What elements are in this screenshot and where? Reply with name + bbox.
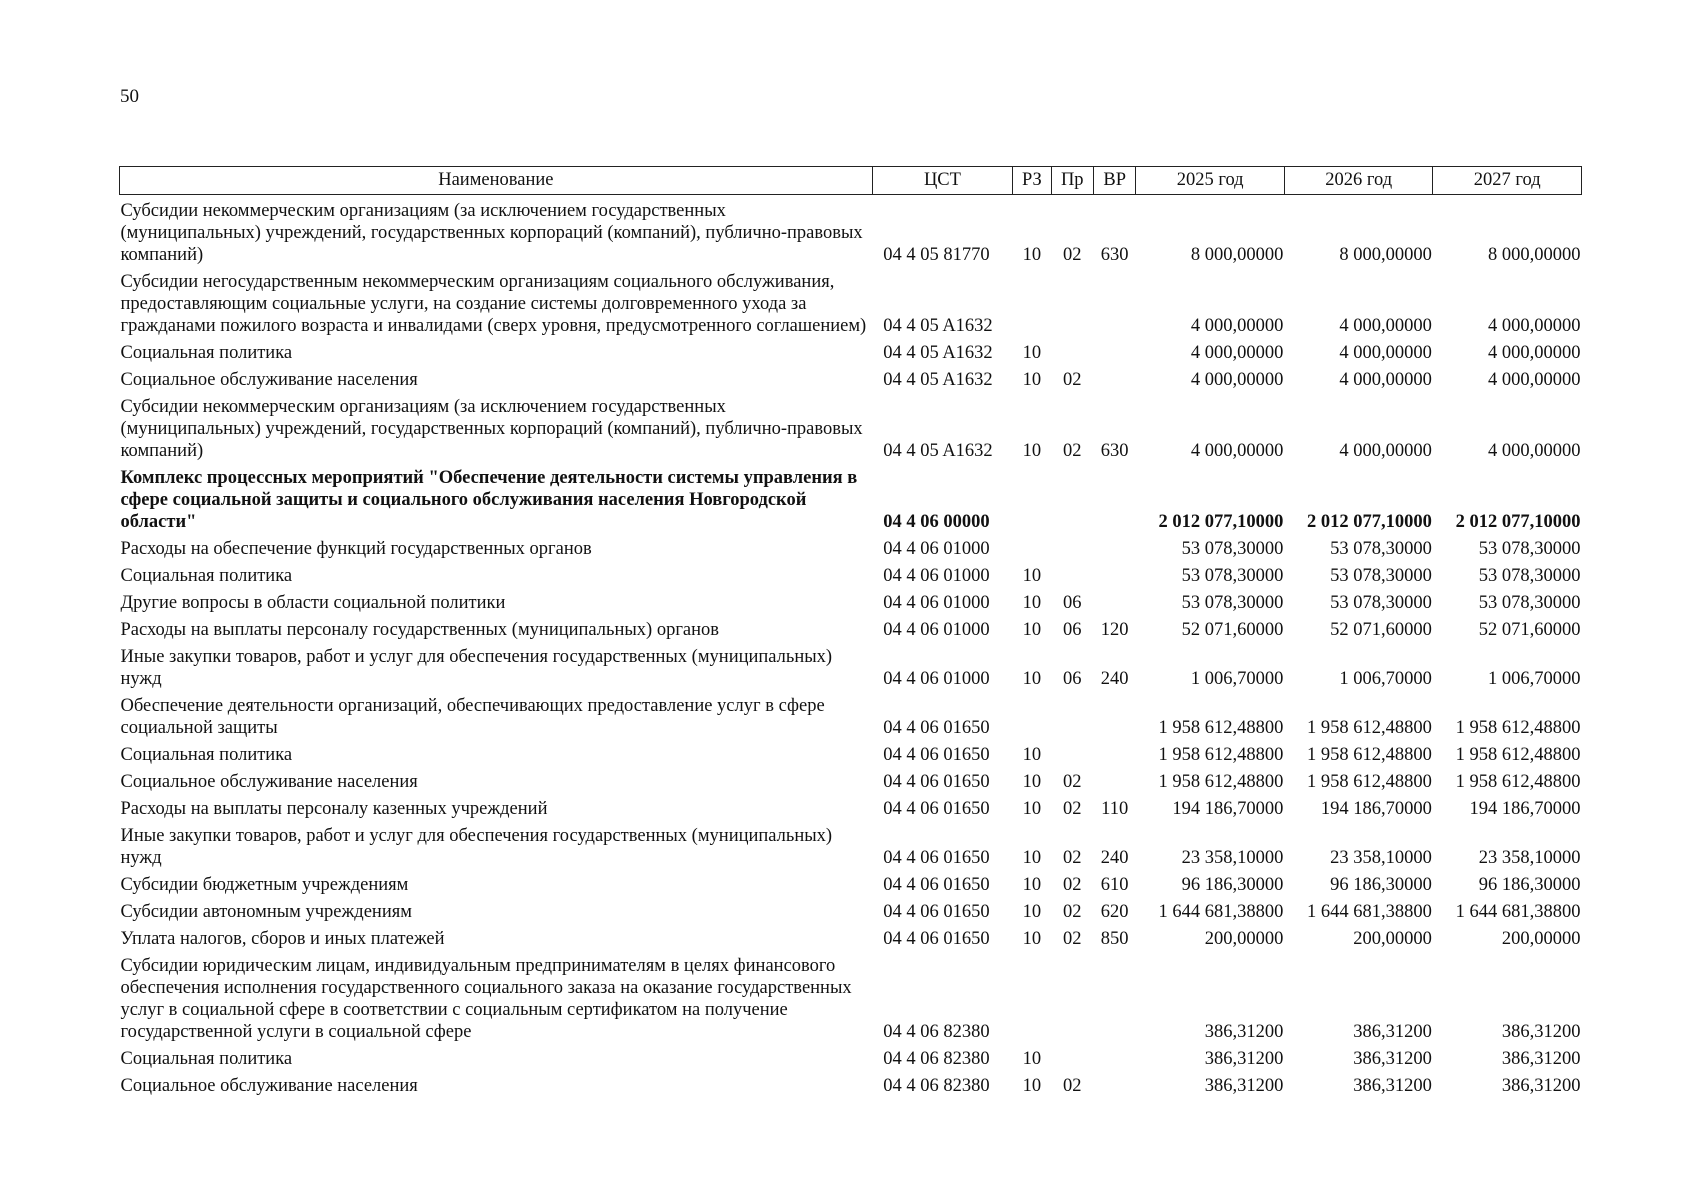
row-name: Расходы на выплаты персоналу государственных (муниципальных) органов	[120, 620, 720, 640]
row-rz: 10	[1022, 370, 1042, 390]
row-amount-2026: 4 000,00000	[1339, 441, 1432, 461]
row-name: Субсидии некоммерческим организациям (за исключением государственных (муниципальных) учреждений, государственных корпораций (компаний), публично-правовых компаний)	[120, 201, 863, 265]
table-row	[120, 820, 1582, 869]
row-cst: 04 4 05 A1632	[883, 316, 993, 336]
row-pr: 06	[1063, 669, 1082, 689]
row-amount-2025: 1 958 612,48800	[1158, 718, 1284, 738]
row-vr	[1093, 1043, 1135, 1070]
row-amount-2025: 4 000,00000	[1190, 441, 1284, 461]
table-row	[120, 533, 1582, 560]
row-rz: 10	[1022, 745, 1042, 765]
row-cst: 04 4 06 01650	[883, 718, 990, 738]
row-pr: 02	[1063, 1076, 1082, 1096]
row-pr: 02	[1063, 772, 1082, 792]
row-amount-2025: 194 186,70000	[1172, 799, 1284, 819]
row-amount-2026: 96 186,30000	[1330, 875, 1432, 895]
row-name: Расходы на обеспечение функций государственных органов	[120, 539, 592, 559]
row-amount-2026: 8 000,00000	[1339, 245, 1432, 265]
row-name: Социальная политика	[120, 566, 293, 586]
row-rz: 10	[1022, 343, 1042, 363]
table-row	[120, 690, 1582, 739]
row-vr: 110	[1101, 799, 1129, 819]
header-vr: ВР	[1093, 167, 1135, 195]
row-pr: 06	[1063, 620, 1082, 640]
row-amount-2025: 96 186,30000	[1181, 875, 1284, 895]
row-amount-2027: 53 078,30000	[1478, 566, 1581, 586]
row-name: Комплекс процессных мероприятий "Обеспечение деятельности системы управления в сфере социальной защиты и социального обслуживания населения Новгородской области"	[120, 468, 858, 532]
row-cst: 04 4 06 82380	[883, 1076, 990, 1096]
row-amount-2025: 200,00000	[1204, 929, 1284, 949]
row-rz: 10	[1022, 620, 1042, 640]
row-cst: 04 4 06 01650	[883, 772, 990, 792]
row-vr	[1093, 533, 1135, 560]
row-amount-2027: 4 000,00000	[1488, 370, 1581, 390]
header-rz: РЗ	[1013, 167, 1051, 195]
row-amount-2025: 1 958 612,48800	[1158, 772, 1284, 792]
row-vr: 240	[1100, 669, 1129, 689]
row-amount-2027: 53 078,30000	[1478, 539, 1581, 559]
row-vr: 850	[1100, 929, 1129, 949]
row-amount-2025: 2 012 077,10000	[1158, 512, 1284, 532]
table-row	[120, 896, 1582, 923]
row-amount-2026: 23 358,10000	[1330, 848, 1432, 868]
row-amount-2026: 1 958 612,48800	[1307, 772, 1432, 792]
row-vr: 120	[1100, 620, 1129, 640]
row-cst: 04 4 06 82380	[883, 1022, 990, 1042]
row-amount-2025: 52 071,60000	[1181, 620, 1284, 640]
row-name: Социальная политика	[120, 745, 293, 765]
row-pr: 02	[1063, 441, 1082, 461]
row-vr	[1093, 766, 1135, 793]
row-amount-2027: 4 000,00000	[1488, 441, 1581, 461]
row-amount-2027: 1 958 612,48800	[1455, 745, 1581, 765]
row-pr	[1051, 462, 1093, 533]
row-amount-2025: 1 006,70000	[1190, 669, 1284, 689]
row-vr	[1093, 950, 1135, 1043]
row-name: Иные закупки товаров, работ и услуг для обеспечения государственных (муниципальных) нужд	[120, 647, 833, 689]
row-vr	[1093, 1070, 1135, 1097]
row-amount-2026: 4 000,00000	[1339, 370, 1432, 390]
row-cst: 04 4 06 01000	[883, 669, 990, 689]
row-amount-2025: 53 078,30000	[1181, 593, 1284, 613]
row-amount-2025: 23 358,10000	[1181, 848, 1284, 868]
row-cst: 04 4 06 01650	[883, 875, 990, 895]
row-amount-2025: 386,31200	[1204, 1022, 1284, 1042]
table-row	[120, 923, 1582, 950]
row-amount-2026: 53 078,30000	[1330, 566, 1432, 586]
row-name: Социальное обслуживание населения	[120, 772, 418, 792]
row-name: Социальное обслуживание населения	[120, 370, 418, 390]
row-rz: 10	[1022, 772, 1042, 792]
row-amount-2027: 200,00000	[1501, 929, 1581, 949]
row-rz	[1013, 462, 1051, 533]
row-name: Уплата налогов, сборов и иных платежей	[120, 929, 445, 949]
row-vr	[1093, 587, 1135, 614]
row-name: Социальное обслуживание населения	[120, 1076, 418, 1096]
row-amount-2026: 1 958 612,48800	[1307, 718, 1432, 738]
row-vr	[1093, 739, 1135, 766]
table-row	[120, 869, 1582, 896]
row-vr	[1093, 690, 1135, 739]
row-cst: 04 4 05 A1632	[883, 343, 993, 363]
header-2025: 2025 год	[1136, 167, 1285, 195]
row-amount-2025: 4 000,00000	[1190, 316, 1284, 336]
row-name: Иные закупки товаров, работ и услуг для обеспечения государственных (муниципальных) нужд	[120, 826, 833, 868]
row-amount-2026: 1 958 612,48800	[1307, 745, 1432, 765]
row-vr: 240	[1100, 848, 1129, 868]
table-row	[120, 641, 1582, 690]
row-rz: 10	[1022, 929, 1042, 949]
row-amount-2027: 1 958 612,48800	[1455, 772, 1581, 792]
table-row	[120, 793, 1582, 820]
table-row	[120, 739, 1582, 766]
row-rz: 10	[1022, 669, 1042, 689]
row-vr: 630	[1100, 441, 1129, 461]
row-rz: 10	[1022, 902, 1042, 922]
row-amount-2027: 53 078,30000	[1478, 593, 1581, 613]
row-vr	[1093, 337, 1135, 364]
header-2027: 2027 год	[1433, 167, 1582, 195]
row-amount-2025: 1 644 681,38800	[1158, 902, 1284, 922]
row-pr: 02	[1063, 245, 1082, 265]
table-row	[120, 614, 1582, 641]
row-pr: 02	[1063, 902, 1082, 922]
row-vr: 630	[1100, 245, 1129, 265]
row-cst: 04 4 05 81770	[883, 245, 990, 265]
row-cst: 04 4 06 01650	[883, 929, 990, 949]
row-rz: 10	[1022, 441, 1042, 461]
row-rz	[1013, 950, 1051, 1043]
row-amount-2027: 1 006,70000	[1488, 669, 1581, 689]
row-amount-2027: 1 644 681,38800	[1455, 902, 1581, 922]
table-row	[120, 587, 1582, 614]
row-amount-2026: 4 000,00000	[1339, 343, 1432, 363]
row-amount-2026: 2 012 077,10000	[1307, 512, 1432, 532]
row-vr: 620	[1100, 902, 1129, 922]
row-amount-2026: 386,31200	[1353, 1022, 1432, 1042]
row-amount-2026: 53 078,30000	[1330, 593, 1432, 613]
row-amount-2025: 1 958 612,48800	[1158, 745, 1284, 765]
row-cst: 04 4 06 01650	[883, 799, 990, 819]
header-2026: 2026 год	[1284, 167, 1433, 195]
row-vr	[1093, 266, 1135, 337]
row-amount-2027: 23 358,10000	[1478, 848, 1581, 868]
row-amount-2027: 4 000,00000	[1488, 316, 1581, 336]
row-cst: 04 4 05 A1632	[883, 441, 993, 461]
row-amount-2025: 386,31200	[1204, 1049, 1284, 1069]
row-vr: 610	[1100, 875, 1129, 895]
row-cst: 04 4 06 01650	[883, 902, 990, 922]
row-pr: 02	[1063, 929, 1082, 949]
row-name: Субсидии юридическим лицам, индивидуальным предпринимателям в целях финансового обеспечения исполнения государственного социального заказа на оказание государственных услуг в социальной сфере в соответствии с социальным сертификатом на получение государственной услуги в социальной сфере	[120, 956, 852, 1042]
row-rz: 10	[1022, 566, 1042, 586]
table-row	[120, 337, 1582, 364]
table-row	[120, 195, 1582, 267]
table-row	[120, 266, 1582, 337]
row-cst: 04 4 06 01000	[883, 593, 990, 613]
row-rz: 10	[1022, 848, 1042, 868]
row-name: Другие вопросы в области социальной политики	[120, 593, 506, 613]
table-row	[120, 766, 1582, 793]
row-vr	[1093, 364, 1135, 391]
row-amount-2026: 4 000,00000	[1339, 316, 1432, 336]
row-amount-2027: 4 000,00000	[1488, 343, 1581, 363]
row-amount-2026: 1 644 681,38800	[1307, 902, 1432, 922]
row-name: Расходы на выплаты персоналу казенных учреждений	[120, 799, 548, 819]
row-amount-2027: 1 958 612,48800	[1455, 718, 1581, 738]
row-name: Субсидии автономным учреждениям	[120, 902, 412, 922]
row-rz: 10	[1022, 1076, 1042, 1096]
row-pr	[1051, 266, 1093, 337]
row-vr	[1093, 462, 1135, 533]
row-pr	[1051, 739, 1093, 766]
row-pr: 06	[1063, 593, 1082, 613]
table-row	[120, 950, 1582, 1043]
page-number: 50	[120, 86, 139, 107]
row-cst: 04 4 06 00000	[883, 512, 990, 532]
row-amount-2025: 4 000,00000	[1190, 343, 1284, 363]
table-row	[120, 560, 1582, 587]
row-amount-2027: 52 071,60000	[1478, 620, 1581, 640]
row-rz: 10	[1022, 593, 1042, 613]
table-row	[120, 364, 1582, 391]
row-pr: 02	[1063, 799, 1082, 819]
row-amount-2027: 386,31200	[1501, 1076, 1581, 1096]
row-rz	[1013, 690, 1051, 739]
row-name: Социальная политика	[120, 343, 293, 363]
row-amount-2026: 200,00000	[1353, 929, 1432, 949]
row-pr: 02	[1063, 370, 1082, 390]
row-amount-2025: 53 078,30000	[1181, 566, 1284, 586]
row-amount-2026: 1 006,70000	[1339, 669, 1432, 689]
table-row	[120, 391, 1582, 462]
header-name: Наименование	[120, 167, 873, 195]
table-header-row	[120, 167, 1582, 195]
row-cst: 04 4 05 A1632	[883, 370, 993, 390]
row-amount-2026: 52 071,60000	[1330, 620, 1432, 640]
row-amount-2025: 8 000,00000	[1190, 245, 1284, 265]
table-row	[120, 462, 1582, 533]
row-cst: 04 4 06 01000	[883, 566, 990, 586]
row-pr	[1051, 337, 1093, 364]
row-pr	[1051, 950, 1093, 1043]
row-rz: 10	[1022, 799, 1042, 819]
row-amount-2027: 8 000,00000	[1488, 245, 1581, 265]
row-amount-2027: 194 186,70000	[1469, 799, 1581, 819]
row-cst: 04 4 06 01000	[883, 539, 990, 559]
row-amount-2027: 96 186,30000	[1478, 875, 1581, 895]
row-amount-2026: 386,31200	[1353, 1076, 1432, 1096]
table-body	[120, 195, 1582, 1098]
row-pr	[1051, 690, 1093, 739]
row-pr	[1051, 533, 1093, 560]
row-name: Социальная политика	[120, 1049, 293, 1069]
row-amount-2025: 386,31200	[1204, 1076, 1284, 1096]
row-amount-2026: 194 186,70000	[1320, 799, 1432, 819]
row-vr	[1093, 560, 1135, 587]
row-amount-2027: 386,31200	[1501, 1049, 1581, 1069]
row-pr: 02	[1063, 875, 1082, 895]
row-pr	[1051, 560, 1093, 587]
row-rz	[1013, 533, 1051, 560]
row-amount-2027: 2 012 077,10000	[1455, 512, 1581, 532]
row-cst: 04 4 06 01650	[883, 745, 990, 765]
row-cst: 04 4 06 82380	[883, 1049, 990, 1069]
row-rz: 10	[1022, 245, 1042, 265]
table-row	[120, 1070, 1582, 1097]
budget-table	[119, 166, 1582, 1097]
row-amount-2026: 386,31200	[1353, 1049, 1432, 1069]
row-amount-2026: 53 078,30000	[1330, 539, 1432, 559]
row-cst: 04 4 06 01000	[883, 620, 990, 640]
table-row	[120, 1043, 1582, 1070]
row-name: Субсидии негосударственным некоммерческим организациям социального обслуживания, предоставляющим социальные услуги, на создание системы долговременного ухода за гражданами пожилого возраста и инвалидами (сверх уровня, предусмотренного соглашением)	[120, 272, 867, 336]
row-rz: 10	[1022, 875, 1042, 895]
row-pr	[1051, 1043, 1093, 1070]
row-amount-2025: 4 000,00000	[1190, 370, 1284, 390]
row-rz: 10	[1022, 1049, 1042, 1069]
row-cst: 04 4 06 01650	[883, 848, 990, 868]
row-amount-2025: 53 078,30000	[1181, 539, 1284, 559]
row-amount-2027: 386,31200	[1501, 1022, 1581, 1042]
row-name: Обеспечение деятельности организаций, обеспечивающих предоставление услуг в сфере социальной защиты	[120, 696, 825, 738]
row-name: Субсидии бюджетным учреждениям	[120, 875, 409, 895]
row-rz	[1013, 266, 1051, 337]
header-cst: ЦСТ	[872, 167, 1012, 195]
row-name: Субсидии некоммерческим организациям (за исключением государственных (муниципальных) учреждений, государственных корпораций (компаний), публично-правовых компаний)	[120, 397, 863, 461]
header-pr: Пр	[1051, 167, 1093, 195]
row-pr: 02	[1063, 848, 1082, 868]
